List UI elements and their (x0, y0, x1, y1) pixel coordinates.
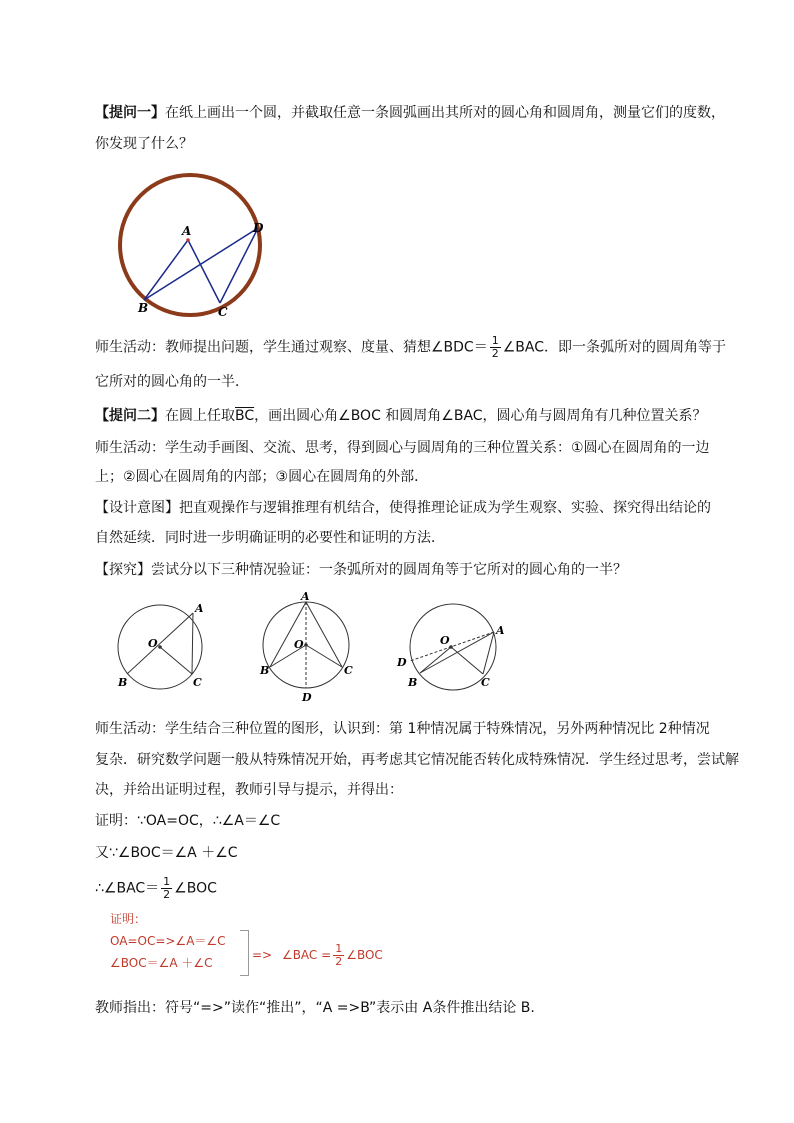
case3-label-c: C (481, 676, 490, 689)
note-line: 教师指出：符号“=>”读作“推出”，“A =>B”表示由 A条件推出结论 B. (95, 1000, 535, 1016)
q1-line2: 你发现了什么？ (95, 136, 193, 152)
fraction-num: 1 (491, 334, 499, 347)
case2-label-o: O (294, 638, 304, 651)
q1-text: 在纸上画出一个圆，并截取任意一条圆弧画出其所对的圆心角和圆周角，测量它们的度数， (165, 105, 725, 121)
fraction-den: 2 (491, 347, 499, 360)
case3-label-o: O (440, 634, 450, 647)
case2-oc (306, 645, 342, 667)
case2-label-a: A (301, 590, 310, 603)
proof-fraction (161, 876, 172, 901)
figure-three-cases (110, 590, 530, 710)
point-a (186, 238, 190, 242)
case2-o (304, 643, 308, 647)
box-res-post: ∠BOC (346, 948, 383, 962)
arc-bc: $\overline{BC}$ (235, 408, 255, 424)
case3-o (449, 645, 453, 649)
case1-label-c: C (193, 676, 202, 689)
act3-line1: 师生活动：学生结合三种位置的图形，认识到：第 1种情况属于特殊情况，另外两种情况比 2种情况 (95, 721, 710, 737)
box-fraction (333, 943, 344, 968)
box-title: 证明： (110, 912, 147, 926)
case1-ab (127, 613, 193, 674)
proof-line1: 证明：∵OA=OC，∴∠A＝∠C (95, 813, 281, 829)
segment-db (144, 228, 258, 300)
proof-l3-pre: ∴∠BAC＝ (95, 880, 160, 897)
design-line1: 【设计意图】把直观操作与逻辑推理有机结合，使得推理论证成为学生观察、实验、探究得出结论的 (95, 500, 711, 516)
proof-frac-den: 2 (163, 888, 171, 901)
q1-line1 (95, 103, 725, 123)
case-1 (117, 602, 204, 689)
box-line1: OA=OC=>∠A＝∠C (110, 934, 226, 948)
case3-label-d: D (397, 656, 407, 669)
q2-line (95, 406, 707, 426)
explore-line: 【探究】尝试分以下三种情况验证：一条弧所对的圆周角等于它所对的圆心角的一半？ (95, 562, 627, 578)
case3-ob (420, 647, 451, 673)
proof-box (110, 908, 226, 974)
case3-label-b: B (408, 676, 418, 689)
segment-ac (188, 240, 220, 303)
label-d: D (253, 221, 264, 235)
proof-line3 (95, 876, 217, 901)
case1-label-a: A (195, 602, 204, 615)
case3-oc (451, 647, 483, 674)
case2-label-d: D (302, 691, 312, 704)
label-c: C (218, 305, 228, 319)
act3-line3: 决，并给出证明过程，教师引导与提示，并得出： (95, 782, 403, 798)
q2-tag: 【提问二】 (95, 408, 165, 424)
case3-label-a: A (496, 624, 505, 637)
q1-tag: 【提问一】 (95, 105, 165, 121)
proof-l3-post: ∠BOC (174, 880, 217, 897)
proof-frac-num: 1 (163, 875, 171, 888)
case3-ac (483, 632, 494, 674)
act3-line2: 复杂．研究数学问题一般从特殊情况开始，再考虑其它情况能否转化成特殊情况．学生经过思考，尝试解 (95, 752, 739, 768)
design-line2: 自然延续．同时进一步明确证明的必要性和证明的方法． (95, 530, 445, 546)
proof-line2: 又∵∠BOC＝∠A ＋∠C (95, 845, 238, 861)
box-brace (240, 930, 249, 976)
fraction-half (490, 335, 501, 360)
label-a: A (182, 224, 192, 238)
segment-ab (144, 240, 188, 300)
act1-line2: 它所对的圆心角的一半． (95, 374, 249, 390)
case-2 (259, 590, 353, 704)
case1-label-o: O (148, 637, 158, 650)
q2-pre: 在圆上任取 (165, 408, 235, 424)
act1-pre: 师生活动：教师提出问题，学生通过观察、度量、猜想∠BDC＝ (95, 339, 488, 356)
case1-oc (160, 647, 192, 674)
act1-post: ∠BAC．即一条弧所对的圆周角等于 (502, 339, 726, 356)
box-frac-num: 1 (335, 942, 343, 955)
box-res-pre: ∠BAC = (281, 948, 332, 962)
box-frac-den: 2 (335, 955, 343, 968)
figure-circle-1 (110, 160, 270, 320)
act2-line2: 上；②圆心在圆周角的内部；③圆心在圆周角的外部． (95, 469, 429, 485)
case1-o (158, 645, 162, 649)
case1-label-b: B (118, 676, 128, 689)
act2-line1: 师生活动：学生动手画图、交流、思考，得到圆心与圆周角的三种位置关系：①圆心在圆周角的一边 (95, 440, 710, 456)
case2-label-c: C (344, 664, 353, 677)
case1-ac (192, 613, 193, 674)
box-result (252, 943, 383, 968)
case2-label-b: B (260, 664, 270, 677)
case-3 (396, 604, 505, 690)
box-arrow: => (252, 948, 273, 962)
box-line2: ∠BOC＝∠A ＋∠C (110, 956, 213, 970)
label-b: B (138, 301, 149, 315)
act1-line1 (95, 335, 726, 360)
q2-post: ，画出圆心角∠BOC 和圆周角∠BAC，圆心角与圆周角有几种位置关系？ (254, 408, 707, 424)
case2-ab (270, 602, 306, 667)
case2-ac (306, 602, 342, 667)
